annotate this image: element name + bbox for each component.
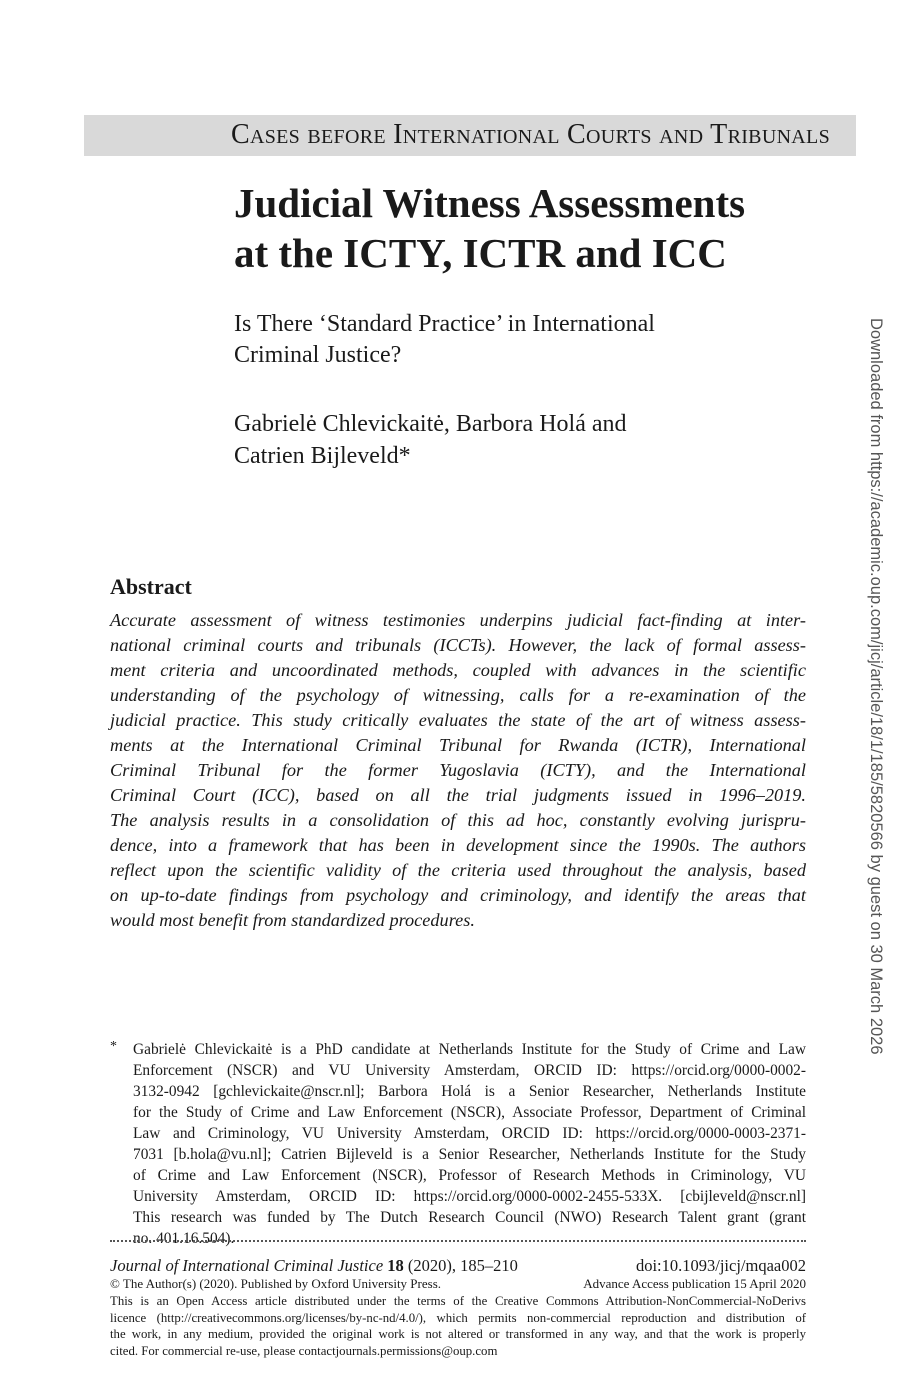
authors-line: Catrien Bijleveld* [234, 443, 411, 469]
footnote-line: 3132-0942 [gchlevickaite@nscr.nl]; Barbora Holá is a Senior Researcher, Netherlands Institute [133, 1083, 806, 1100]
abstract-line: would most benefit from standardized procedures. [110, 910, 475, 930]
title-line: at the ICTY, ICTR and ICC [234, 230, 727, 276]
abstract-body [110, 608, 806, 933]
abstract-line: Criminal Court (ICC), based on all the trial judgments issued in 1996–2019. [110, 785, 806, 805]
footer-divider [110, 1240, 806, 1246]
subtitle-line: Is There ‘Standard Practice’ in International [234, 311, 655, 337]
footnote-line: of Crime and Law Enforcement (NSCR), Professor of Research Methods in Criminology, VU [133, 1167, 806, 1184]
section-header: Cases before International Courts and Tribunals [231, 119, 830, 150]
license-line: cited. For commercial re-use, please contactjournals.permissions@oup.com [110, 1343, 498, 1358]
journal-citation-row [110, 1256, 806, 1276]
footnote-line: for the Study of Crime and Law Enforcement (NSCR), Associate Professor, Department of Criminal [133, 1104, 806, 1121]
article-title [234, 178, 745, 278]
abstract-line: The analysis results in a consolidation of this ad hoc, constantly evolving jurispru- [110, 810, 806, 830]
abstract-line: judicial practice. This study critically evaluates the state of the art of witness assess- [110, 710, 806, 730]
abstract-line: national criminal courts and tribunals (ICCTs). However, the lack of formal assess- [110, 635, 806, 655]
license-statement [110, 1293, 806, 1359]
footnote-line: 7031 [b.hola@vu.nl]; Catrien Bijleveld is a Senior Researcher, Netherlands Institute for the Study [133, 1146, 806, 1163]
footnote-line: This research was funded by The Dutch Research Council (NWO) Research Talent grant (grant [133, 1209, 806, 1226]
subtitle-line: Criminal Justice? [234, 342, 402, 368]
abstract-line: ments at the International Criminal Tribunal for Rwanda (ICTR), International [110, 735, 806, 755]
license-line: the work, in any medium, provided the original work is not altered or transformed in any way, and that the work is properly [110, 1327, 806, 1342]
copyright-row [110, 1276, 806, 1292]
abstract-line: Accurate assessment of witness testimonies underpins judicial fact-finding at inter- [110, 610, 806, 630]
footnote-line: Enforcement (NSCR) and VU University Amsterdam, ORCID ID: https://orcid.org/0000-0002- [133, 1062, 806, 1079]
advance-access: Advance Access publication 15 April 2020 [583, 1276, 806, 1291]
article-subtitle [234, 309, 655, 371]
footnote-line: Law and Criminology, VU University Amsterdam, ORCID ID: https://orcid.org/0000-0003-2371- [133, 1125, 806, 1142]
title-line: Judicial Witness Assessments [234, 180, 746, 226]
footnote-line: Gabrielė Chlevickaitė is a PhD candidate at Netherlands Institute for the Study of Crime and Law [133, 1041, 806, 1058]
journal-citation: Journal of International Criminal Justice 18 (2020), 185–210 [110, 1256, 518, 1275]
authors-line: Gabrielė Chlevickaitė, Barbora Holá and [234, 411, 627, 437]
copyright: © The Author(s) (2020). Published by Oxford University Press. [110, 1276, 441, 1291]
doi[interactable]: doi:10.1093/jicj/mqaa002 [635, 1256, 806, 1275]
footnote-line: no. 401.16.504). [133, 1230, 235, 1247]
abstract-line: understanding of the psychology of witnessing, calls for a re-examination of the [110, 685, 806, 705]
abstract-line: dence, into a framework that has been in development since the 1990s. The authors [110, 835, 806, 855]
abstract-line: ment criteria and uncoordinated methods, coupled with advances in the scientific [110, 660, 806, 680]
abstract-line: reflect upon the scientific validity of the criteria used throughout the analysis, based [110, 860, 806, 880]
footnote-marker: * [110, 1039, 117, 1054]
authors [234, 408, 627, 472]
abstract-line: on up-to-date findings from psychology and criminology, and identify the areas that [110, 885, 806, 905]
footnote-line: University Amsterdam, ORCID ID: https://orcid.org/0000-0002-2455-533X. [cbijleveld@nscr.nl] [133, 1188, 806, 1205]
abstract-line: Criminal Tribunal for the former Yugoslavia (ICTY), and the International [110, 760, 806, 780]
license-line: This is an Open Access article distributed under the terms of the Creative Commons Attribution-NonCommercial-NoDerivs [110, 1294, 806, 1308]
abstract-heading: Abstract [110, 574, 192, 599]
license-line: licence (http://creativecommons.org/licenses/by-nc-nd/4.0/), which permits non-commercial reproduction and distribution of [110, 1310, 806, 1325]
section-header-band [84, 115, 856, 156]
download-watermark: Downloaded from https://academic.oup.com/jicj/article/18/1/185/5820566 by guest on 30 March 2026 [867, 318, 885, 1055]
author-footnote [133, 1039, 806, 1249]
